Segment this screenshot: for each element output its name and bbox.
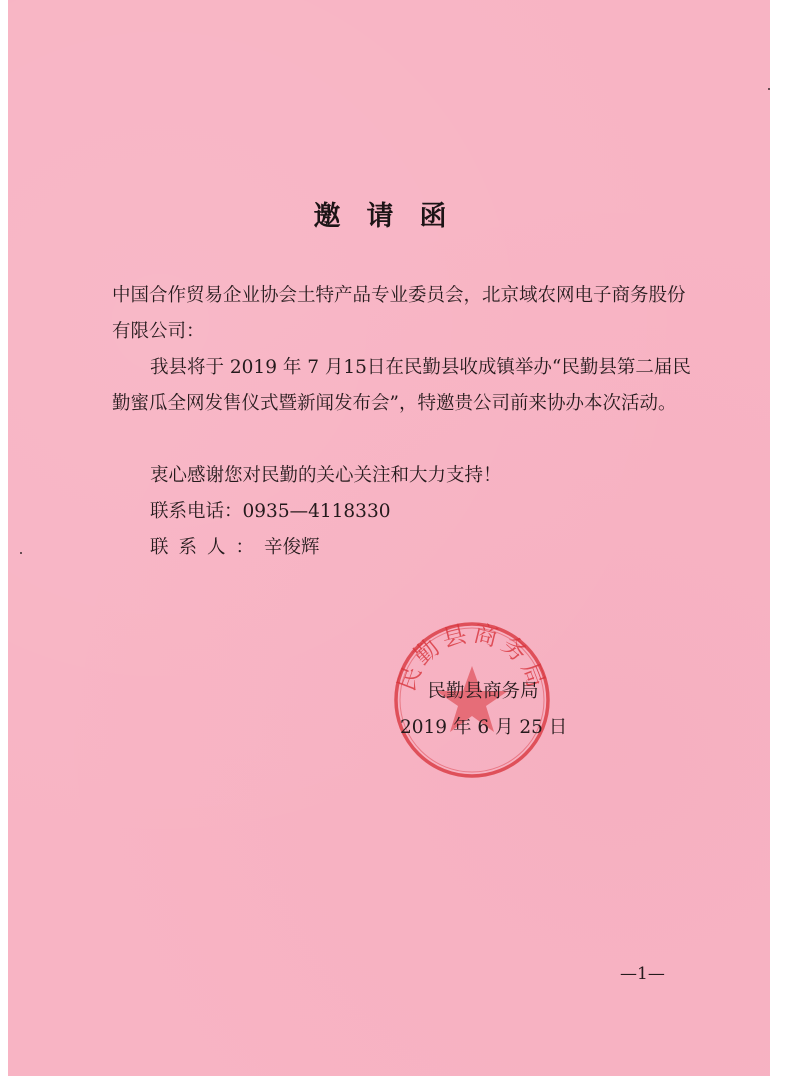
paper-speck xyxy=(20,552,22,554)
phone-line xyxy=(150,494,391,530)
document-title: 邀请函 xyxy=(313,201,473,232)
contact-label: 联系人： xyxy=(150,537,265,558)
document-page xyxy=(8,0,770,1076)
sender-name: 民勤县商务局 xyxy=(427,681,539,702)
thanks-line: 衷心感谢您对民勤的关心关注和大力支持！ xyxy=(150,465,502,486)
page-edge xyxy=(770,0,786,1082)
issue-date: 2019 年 6 月 25 日 xyxy=(400,717,568,738)
page-number: —1— xyxy=(620,964,665,984)
phone-label: 联系电话： xyxy=(150,501,243,522)
invitation-paragraph: 我县将于 2019 年 7 月15日在民勤县收成镇举办“民勤县第二届民勤蜜瓜全网发售仪式暨新闻发布会”，特邀贵公司前来协办本次活动。 xyxy=(112,357,691,414)
contact-line xyxy=(150,530,320,566)
seal-text: 民勤县商务局 xyxy=(392,620,552,695)
paper-speck xyxy=(768,88,770,90)
recipient-line: 中国合作贸易企业协会土特产品专业委员会，北京域农网电子商务股份有限公司： xyxy=(112,285,686,342)
phone-value: 0935—4118330 xyxy=(242,501,391,522)
contact-value: 辛俊辉 xyxy=(264,537,320,558)
